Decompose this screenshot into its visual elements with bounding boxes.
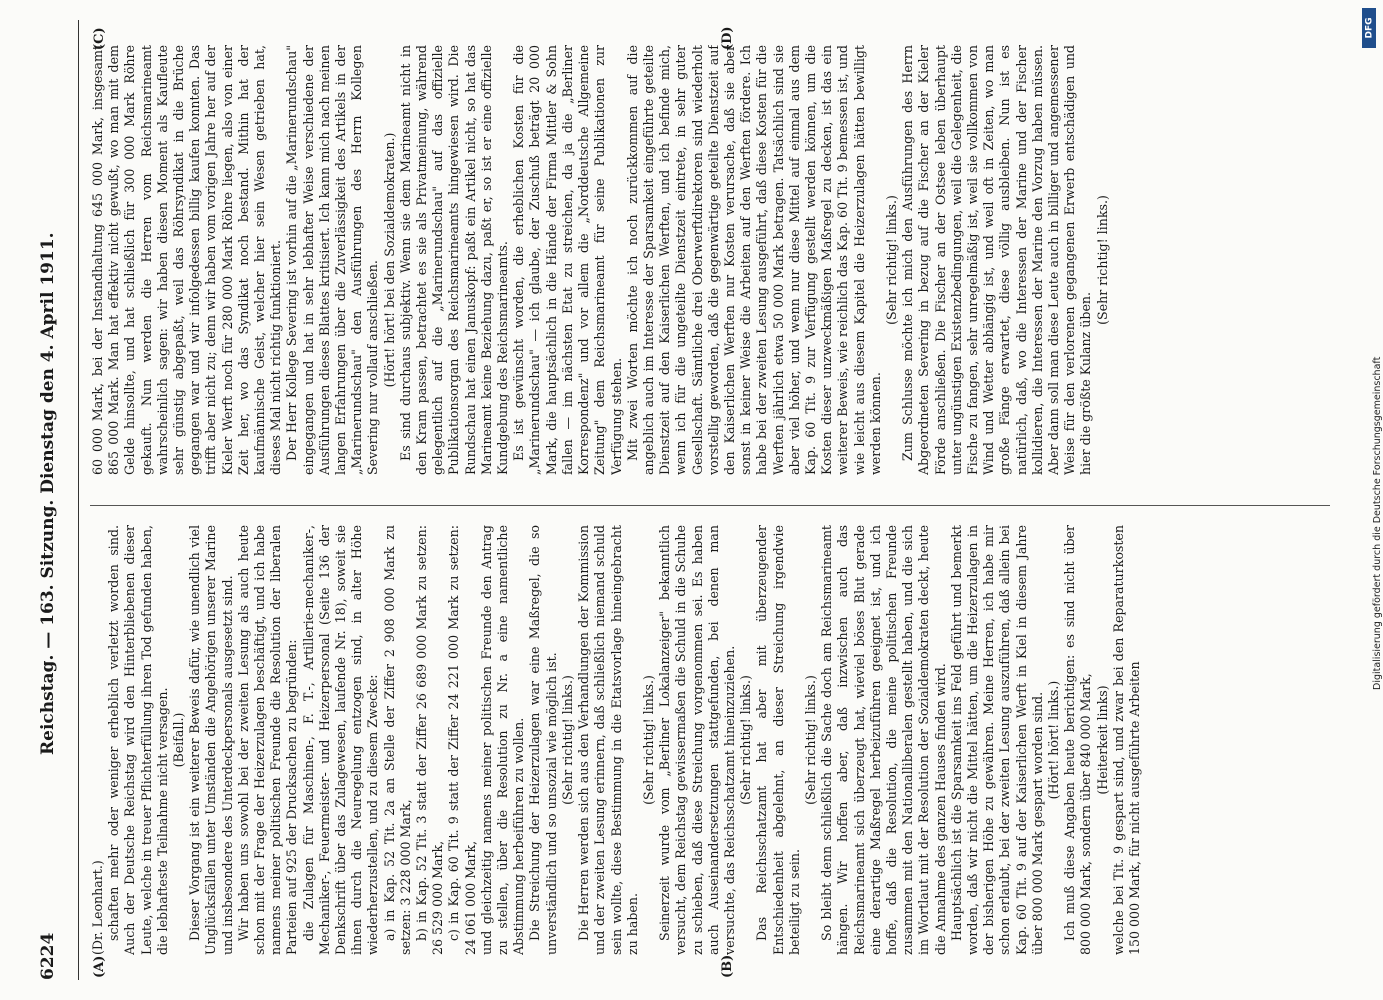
list-item: a) in Kap. 52 Tit. 2a an Stelle der Ziffer 2 908 000 Mark zu setzen: 3 228 000 Mark, bbox=[381, 525, 413, 955]
paragraph: welche bei Tit. 9 gespart sind, und zwar bei den Reparaturkosten 150 000 Mark, für nicht ausgeführte Arbeiten bbox=[1110, 525, 1142, 955]
page-number: 6224 bbox=[38, 932, 58, 980]
paragraph: schaften mehr oder weniger erheblich verletzt worden sind. Auch der Deutsche Reichstag wird den Hinterbliebenen dieser Leute, welche in treuer Pflichterfüllung ihren Tod gefunden haben, die lebhafteste Teilnahme nicht versagen. bbox=[106, 525, 170, 955]
interjection: (Sehr richtig! links.) bbox=[559, 675, 575, 805]
dfg-logo bbox=[1362, 8, 1376, 48]
paragraph: Dieser Vorgang ist ein weiterer Beweis dafür, wie unendlich viel Unglücksfällen unter Umständen die Angehörigen unserer Marine und insbesondere des Unterdeckpersonals ausgesetzt sind. bbox=[187, 525, 235, 955]
paragraph: So bleibt denn schließlich die Sache doch am Reichsmarineamt hängen. Wir hoffen aber, daß inzwischen auch das Reichsmarineamt sich überzeugt hat, wieviel böses Blut gerade eine derartige Maßregel herbeizuführen geeignet ist, und ich hoffe, daß die Resolution, die meine politischen Freunde zusammen mit den Nationalliberalen gestellt haben, und die sich im Wortlaut mit der Resolution der Sozialdemokraten deckt, heute die Annahme des ganzen Hauses finden wird. bbox=[819, 525, 948, 955]
paragraph: Ich muß diese Angaben heute berichtigen: es sind nicht über 800 000 Mark, sondern über 840 000 Mark, bbox=[1062, 525, 1094, 955]
column-divider bbox=[90, 505, 1330, 506]
left-column bbox=[90, 525, 1340, 955]
paragraph: Der Herr Kollege Severing ist vorhin auf die „Marinerundschau" eingegangen und hat in sehr lebhafter Weise verschiedene der Ausführungen dieses Blattes kritisiert. Ich kann mich nach meinen langen Erfahrungen über die Zuverlässigkeit des Artikels in der „Marinerundschau" den Ausführungen des Herrn Kollegen Severing nur vollauf anschließen. bbox=[284, 45, 381, 475]
paragraph: Es ist gewünscht worden, die erheblichen Kosten für die „Marinerundschau" — ich glaube, der Zuschuß beträgt 20 000 Mark, die hauptsächlich in die Hände der Firma Mittler & Sohn fallen — im nächsten Etat zu streichen, da ja die „Berliner Korrespondenz" und vor allem die „Norddeutsche Allgemeine Zeitung" dem Reichsmarineamt für seine Publikationen zur Verfügung stehen. bbox=[511, 45, 624, 475]
header-rule bbox=[78, 20, 79, 980]
margin-mark-b: (B) bbox=[720, 954, 735, 978]
paragraph: Zum Schlusse möchte ich mich den Ausführungen des Herrn Abgeordneten Severing in bezug auf die Fischer an der Kieler Förde anschließen. Die Fischer an der Ostsee leben überhaupt unter ungünstigen Existenzbedingungen, weil die Gelegenheit, die Fische zu fangen, sehr unregelmäßig ist, weil sie vollkommen von Wind und Wetter abhängig ist, und weil oft in Zeiten, wo man große Fänge erwartet, diese völlig ausbleiben. Nun ist es natürlich, daß, wo die Interessen der Marine und der Fischer kollidieren, die Interessen der Marine den Vorzug haben müssen. Aber dann soll man diese Leute auch in billiger und angemessener Weise für den verlorenen gegangenen Erwerb entschädigen und hier die größte Kulanz üben. bbox=[900, 45, 1094, 475]
digitization-note: Digitalisierung gefördert durch die Deutsche Forschungsgemeinschaft bbox=[1372, 356, 1383, 690]
paragraph: Mit zwei Worten möchte ich noch zurückkommen auf die angeblich auch im Interesse der Sparsamkeit eingeführte geteilte Dienstzeit auf den Kaiserlichen Werften, und ich befinde mich, wenn ich für die ungeteilte Dienstzeit eintrete, in sehr guter Gesellschaft. Sämtliche drei Oberwerftdirektoren sind wiederholt vorstellig geworden, daß die gegenwärtige geteilte Dienstzeit auf den Kaiserlichen Werften nur Kosten verursache, daß sie aber sonst in keiner Weise die Arbeiten auf den Werften fördere. Ich habe bei der zweiten Lesung ausgeführt, daß diese Kosten für die Werften jährlich etwa 50 000 Mark betragen. Tatsächlich sind sie aber viel höher, und wenn nur diese Mittel auf einmal aus dem Kap. 60 Tit. 9 zur Verfügung gestellt werden können, um die Kosten dieser unzweckmäßigen Maßregel zu decken, ist das ein weiterer Beweis, wie reichlich das Kap. 60 Tit. 9 bemessen ist, und wie leicht aus diesem Kapitel die Heizerzulagen hätten bewilligt werden können. bbox=[624, 45, 883, 475]
interjection: (Sehr richtig! links.) bbox=[883, 195, 899, 325]
interjection: (Sehr richtig! links.) bbox=[640, 675, 656, 805]
dfg-logo-text: DFG bbox=[1364, 17, 1375, 39]
interjection: (Hört! hört! bei den Sozialdemokraten.) bbox=[381, 132, 397, 388]
margin-mark-c: (C) bbox=[92, 27, 107, 50]
page-header bbox=[20, 20, 80, 980]
list-item: b) in Kap. 52 Tit. 3 statt der Ziffer 26 689 000 Mark zu setzen: 26 529 000 Mark, bbox=[414, 525, 446, 955]
page-title: Reichstag. — 163. Sitzung. Dienstag den 4. April 1911. bbox=[38, 232, 58, 755]
interjection: (Sehr richtig! links.) bbox=[1094, 195, 1110, 325]
paragraph: Das Reichsschatzamt hat aber mit überzeugender Entschiedenheit abgelehnt, an dieser Streichung irgendwie beteiligt zu sein. bbox=[754, 525, 802, 955]
speaker-label: (Dr. Leonhart.) bbox=[90, 860, 105, 955]
interjection: (Hört! hört! links.) bbox=[1045, 680, 1061, 800]
paragraph: Die Streichung der Heizerzulagen war eine Maßregel, die so unverständlich und so unsozial wie möglich ist. bbox=[527, 525, 559, 955]
paragraph: Hauptsächlich ist die Sparsamkeit ins Feld geführt und bemerkt worden, daß wir nicht die Mittel hätten, um die Heizerzulagen in der bisherigen Höhe zu gewähren. Meine Herren, ich habe mir schon erlaubt, bei der zweiten Lesung auszuführen, daß allein bei Kap. 60 Tit. 9 auf der Kaiserlichen Werft in Kiel in diesem Jahre über 800 000 Mark gespart worden sind. bbox=[948, 525, 1045, 955]
paragraph: 60 000 Mark, bei der Instandhaltung 645 000 Mark, insgesamt 865 000 Mark. Man hat effektiv nicht gewußt, wo man mit dem Gelde hinsollte, und hat schließlich für 300 000 Mark Röhre gekauft. Nun werden die Herren vom Reichsmarineamt wahrscheinlich sagen: wir haben diesen Moment als Kaufleute sehr günstig abgepaßt, weil das Röhrsyndikat in die Brüche gegangen war und wir infolgedessen billig kaufen konnten. Das trifft aber nicht zu; denn wir haben vom vorigen Jahre her auf der Kieler Werft noch für 280 000 Mark Röhre liegen, also von einer Zeit her, wo das Syndikat noch bestand. Mithin hat der kaufmännische Geist, welcher hier sein Wesen getrieben hat, dieses Mal nicht richtig funktioniert. bbox=[90, 45, 284, 475]
interjection: (Sehr richtig! links.) bbox=[738, 675, 754, 805]
paragraph: Es sind durchaus subjektiv. Wenn sie dem Marineamt nicht in den Kram passen, betrachtet es sie als Privatmeinung, während gelegentlich auf die „Marinerundschau" auf das offizielle Publikationsorgan des Reichsmarineamts hingewiesen wird. Die Rundschau hat einen Januskopf: paßt ein Artikel nicht, so hat das Marineamt keine Beziehung dazu, paßt er, so ist er eine offizielle Kundgebung des Reichsmarineamts. bbox=[397, 45, 511, 475]
paragraph: Seinerzeit wurde vom „Berliner Lokalanzeiger" bekanntlich versucht, dem Reichstag gewissermaßen die Schuld in die Schuhe zu schieben, daß diese Streichung vorgenommen sei. Es haben auch Auseinandersetzungen stattgefunden, bei denen man versuchte, das Reichsschatzamt hineinzuziehen. bbox=[657, 525, 737, 955]
paragraph: und gleichzeitig namens meiner politischen Freunde den Antrag zu stellen, über die Resolution zu Nr. a eine namentliche Abstimmung herbeiführen zu wollen. bbox=[478, 525, 527, 955]
margin-mark-d: (D) bbox=[720, 26, 735, 50]
paragraph: Wir haben uns sowohl bei der zweiten Lesung als auch heute schon mit der Frage der Heizerzulagen beschäftigt, und ich habe namens meiner politischen Freunde die Resolution der liberalen Parteien auf 925 der Drucksachen zu begründen: bbox=[235, 525, 300, 955]
rotated-document-page bbox=[20, 20, 1360, 980]
right-column bbox=[90, 45, 1340, 475]
interjection: (Beifall.) bbox=[171, 712, 187, 768]
margin-mark-a: (A) bbox=[92, 955, 107, 978]
paragraph: Die Herren werden sich aus den Verhandlungen der Kommission und der zweiten Lesung erinnern, daß schließlich niemand schuld sein wollte, diese Bestimmung in die Etatsvorlage hineingebracht zu haben. bbox=[576, 525, 640, 955]
list-item: c) in Kap. 60 Tit. 9 statt der Ziffer 24 221 000 Mark zu setzen: 24 061 000 Mark, bbox=[446, 525, 478, 955]
interjection: (Sehr richtig! links.) bbox=[802, 675, 818, 805]
paragraph: die Zulagen für Maschinen-, F. T.-, Artillerie-mechaniker-, Mechaniker-, Feuermeister- und Heizerpersonal (Seite 136 der Denkschrift über das Zulagewesen, laufende Nr. 18), soweit sie ihnen durch die Neuregelung entzogen sind, in alter Höhe wiederherzustellen, und zu diesem Zwecke: bbox=[300, 525, 381, 955]
interjection: (Heiterkeit links) bbox=[1094, 685, 1110, 795]
